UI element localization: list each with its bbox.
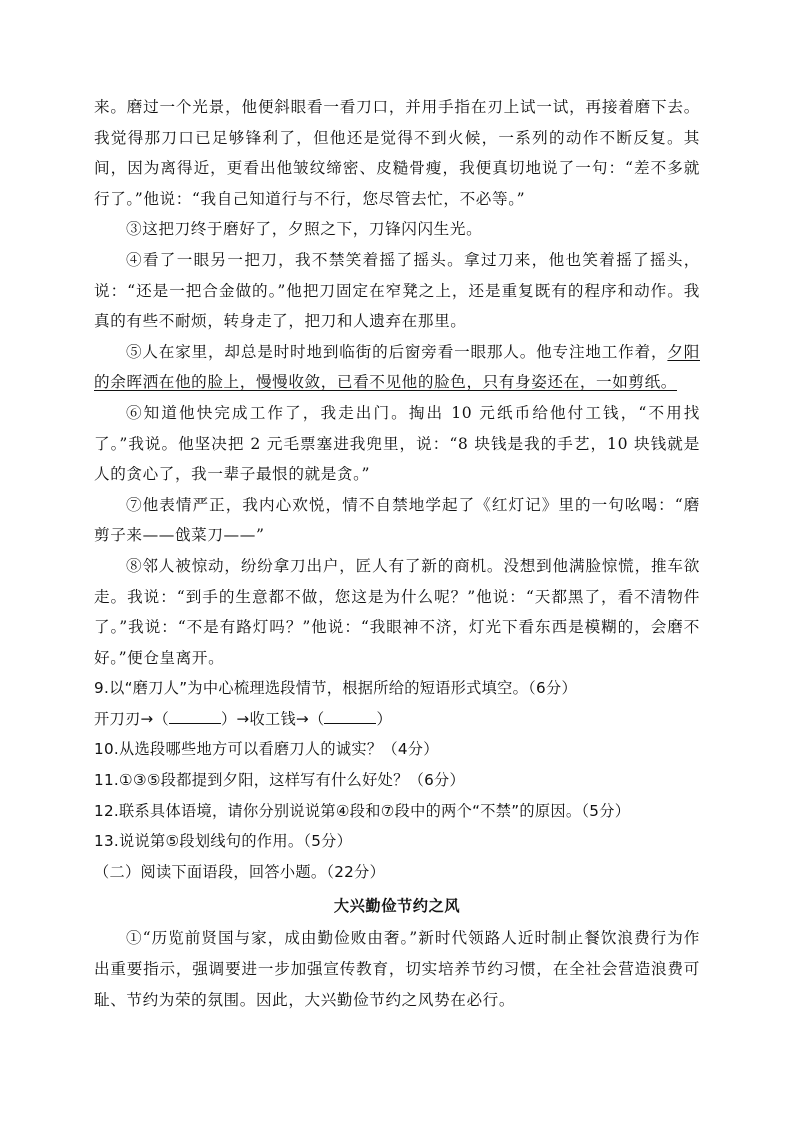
article-title: 大兴勤俭节约之风 (333, 897, 461, 916)
section-heading: （二）阅读下面语段，回答小题。（22分） (94, 862, 386, 881)
article-paragraph-1: ①“历览前贤国与家，成由勤俭败由奢。”新时代领路人近时制止餐饮浪费行为作出重要指示，强调要进一步加强宣传教育，切实培养节约习惯，在全社会营造浪费可耻、节约为荣的氛围。因此，大兴勤俭节约之风势在必行。 (94, 929, 700, 1009)
question-9: 9.以“磨刀人”为中心梳理选段情节，根据所给的短语形式填空。（6分） (94, 679, 577, 698)
fill-middle: ）→收工钱→（ (220, 709, 325, 728)
fill-prefix: 开刀刃→（ (94, 709, 169, 728)
paragraph-5 (94, 337, 700, 398)
paragraph-3: ③这把刀终于磨好了，夕照之下，刀锋闪闪生光。 (126, 220, 483, 239)
paragraph-4: ④看了一眼另一把刀，我不禁笑着摇了摇头。拿过刀来，他也笑着摇了摇头，说：“还是一把合金做的。”他把刀固定在窄凳之上，还是重复既有的程序和动作。我真的有些不耐烦，转身走了，把刀和人遗弃在那里。 (94, 250, 700, 331)
answer-blank-1[interactable] (169, 709, 221, 724)
paragraph-8: ⑧邻人被惊动，纷纷拿刀出户，匠人有了新的商机。没想到他满脸惊慌，推车欲走。我说：“到手的生意都不做，您这是为什么呢？”他说：“天都黑了，看不清物件了。”我说：“不是有路灯吗？”他说：“我眼神不济，灯光下看东西是模糊的，会磨不好。”便仓皇离开。 (94, 556, 700, 667)
question-11: 11.①③⑤段都提到夕阳，这样写有什么好处？（6分） (94, 771, 466, 790)
paragraph-7: ⑦他表情严正，我内心欢悦，情不自禁地学起了《红灯记》里的一句吆喝：“磨剪子来——戗菜刀——” (94, 495, 700, 545)
question-13: 13.说说第⑤段划线句的作用。（5分） (94, 832, 353, 851)
underlined-sentence: 夕阳的余晖洒在他的脸上，慢慢收敛，已看不见他的脸色，只有身姿还在，一如剪纸。 (94, 342, 700, 392)
paragraph-6: ⑥知道他快完成工作了，我走出门。掏出 10 元纸币给他付工钱，“不用找了。”我说。他坚决把 2 元毛票塞进我兜里，说：“8 块钱是我的手艺，10 块钱就是人的贪心了，我一辈子最恨的就是贪。” (94, 403, 700, 484)
document-page (94, 92, 700, 1015)
paragraph-continued: 来。磨过一个光景，他便斜眼看一看刀口，并用手指在刃上试一试，再接着磨下去。我觉得那刀口已足够锋利了，但他还是觉得不到火候，一系列的动作不断反复。其间，因为离得近，更看出他皱纹缔密、皮糙骨瘦，我便真切地说了一句：“差不多就行了。”他说：“我自己知道行与不行，您尽管去忙，不必等。” (94, 98, 700, 208)
question-10: 10.从选段哪些地方可以看磨刀人的诚实？（4分） (94, 740, 439, 759)
fill-suffix: ） (376, 709, 392, 728)
answer-blank-2[interactable] (324, 709, 376, 724)
paragraph-5-text: ⑤人在家里，却总是时时地到临街的后窗旁看一眼那人。他专注地工作着， (126, 342, 668, 361)
question-12: 12.联系具体语境，请你分别说说第④段和⑦段中的两个“不禁”的原因。（5分） (94, 801, 631, 820)
question-9-fill (94, 704, 700, 735)
